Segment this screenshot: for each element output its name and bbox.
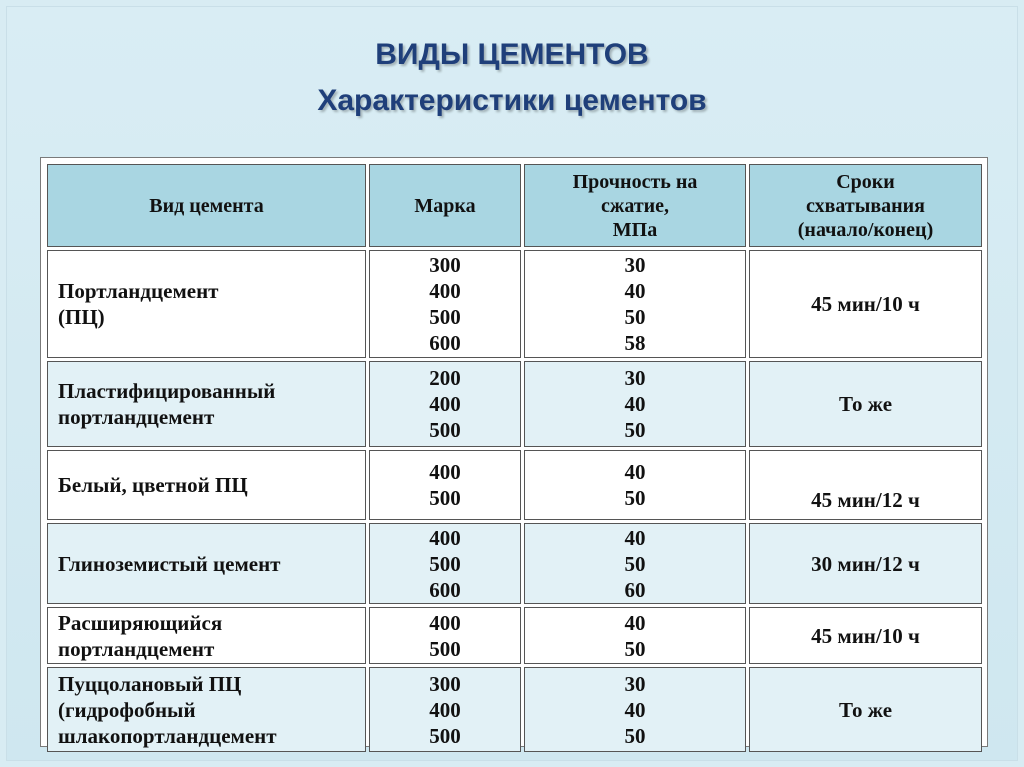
setting-time-cell: То же <box>749 667 982 752</box>
strength-value: 50 <box>624 551 646 576</box>
grade-value: 500 <box>429 418 461 442</box>
grade-value: 300 <box>429 671 461 696</box>
grade-value: 500 <box>429 486 461 510</box>
strength-cell <box>524 250 746 358</box>
grade-cell <box>369 250 521 358</box>
table-row <box>47 450 982 520</box>
strength-cell <box>524 607 746 664</box>
cement-name <box>47 523 366 604</box>
cement-table <box>44 161 985 755</box>
cement-name <box>47 607 366 664</box>
grade-cell <box>369 523 521 604</box>
header-setting-time <box>749 164 982 247</box>
strength-value: 30 <box>624 366 646 390</box>
cement-name <box>47 450 366 520</box>
cement-name <box>47 250 366 358</box>
name-line: Глиноземистый цемент <box>58 551 281 576</box>
name-line: Белый, цветной ПЦ <box>58 473 248 497</box>
strength-value: 40 <box>624 610 646 635</box>
grade-cell <box>369 361 521 447</box>
grade-value: 500 <box>429 551 461 576</box>
name-line: шлакопортландцемент <box>58 723 277 748</box>
header-line: Прочность на <box>572 170 698 193</box>
strength-cell <box>524 667 746 752</box>
grade-value: 500 <box>429 723 461 748</box>
strength-value: 58 <box>624 331 646 355</box>
slide-subtitle: Характеристики цементов <box>317 84 707 117</box>
strength-cell <box>524 450 746 520</box>
name-line: портландцемент <box>58 405 215 429</box>
header-line: (начало/конец) <box>797 218 934 241</box>
strength-value: 30 <box>624 671 646 696</box>
name-line: Расширяющийся <box>58 610 223 635</box>
header-cement-type <box>47 164 366 247</box>
grade-value: 400 <box>429 697 461 722</box>
header-line: Сроки <box>836 170 895 193</box>
header-grade <box>369 164 521 247</box>
grade-value: 500 <box>429 305 461 329</box>
strength-value: 50 <box>624 636 646 661</box>
name-line: (гидрофобный <box>58 697 196 722</box>
table-row <box>47 607 982 664</box>
header-strength <box>524 164 746 247</box>
header-line: Вид цемента <box>149 194 264 217</box>
setting-time-cell: 30 мин/12 ч <box>749 523 982 604</box>
grade-value: 400 <box>429 392 461 416</box>
strength-cell <box>524 361 746 447</box>
strength-value: 50 <box>624 486 646 510</box>
grade-value: 400 <box>429 525 461 550</box>
header-line: Марка <box>414 194 476 217</box>
strength-value: 30 <box>624 253 646 277</box>
strength-value: 40 <box>624 525 646 550</box>
table-header-row <box>47 164 982 247</box>
strength-value: 50 <box>624 305 646 329</box>
setting-time-cell: 45 мин/10 ч <box>749 607 982 664</box>
table-row <box>47 667 982 752</box>
header-line: сжатие, <box>600 194 670 217</box>
name-line: портландцемент <box>58 636 215 661</box>
table-row <box>47 250 982 358</box>
grade-value: 200 <box>429 366 461 390</box>
cement-table-container <box>40 157 988 747</box>
name-line: (ПЦ) <box>58 305 105 329</box>
setting-time-cell: 45 мин/10 ч <box>749 250 982 358</box>
slide-title: ВИДЫ ЦЕМЕНТОВ <box>375 38 649 71</box>
header-line: схватывания <box>805 194 925 217</box>
grade-value: 400 <box>429 610 461 635</box>
cement-name <box>47 361 366 447</box>
table-row <box>47 361 982 447</box>
setting-time-cell: То же <box>749 361 982 447</box>
grade-cell <box>369 667 521 752</box>
strength-value: 50 <box>624 723 646 748</box>
strength-value: 40 <box>624 460 646 484</box>
grade-value: 600 <box>429 577 461 602</box>
grade-value: 400 <box>429 460 461 484</box>
grade-value: 600 <box>429 331 461 355</box>
strength-value: 50 <box>624 418 646 442</box>
grade-value: 300 <box>429 253 461 277</box>
name-line: Портландцемент <box>58 279 219 303</box>
name-line: Пластифицированный <box>58 379 276 403</box>
strength-cell <box>524 523 746 604</box>
grade-value: 400 <box>429 279 461 303</box>
header-line: МПа <box>612 218 658 241</box>
strength-value: 40 <box>624 392 646 416</box>
strength-value: 40 <box>624 279 646 303</box>
strength-value: 60 <box>624 577 646 602</box>
grade-cell <box>369 450 521 520</box>
name-line: Пуццолановый ПЦ <box>58 671 242 696</box>
setting-time-cell: 45 мин/12 ч <box>749 450 982 520</box>
grade-value: 500 <box>429 636 461 661</box>
table-row <box>47 523 982 604</box>
cement-name <box>47 667 366 752</box>
grade-cell <box>369 607 521 664</box>
strength-value: 40 <box>624 697 646 722</box>
